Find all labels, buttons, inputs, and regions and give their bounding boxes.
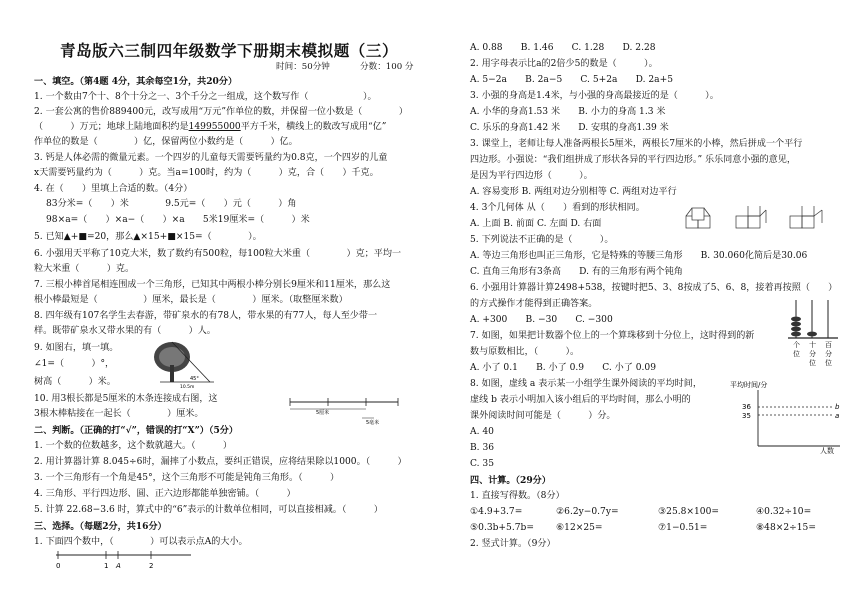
- fill-q8-line2: 样。既带矿泉水又带水果的有（ ）人。: [34, 326, 216, 336]
- calc-item-6: ⑥12×25=: [556, 523, 603, 533]
- tree-figure: [150, 340, 220, 390]
- choice-q3-options-ab: A. 小华的身高1.53 米 B. 小力的身高 1.3 米: [470, 107, 666, 117]
- choice-q1: 1. 下面四个数中，（ ）可以表示点A的大小。: [34, 537, 248, 547]
- fill-q4-row1: 83分米=（ ）米 9.5元=（ ）元（ ）角: [46, 199, 297, 209]
- choice-q3: 3. 小强的身高是1.4米，与小强的身高最接近的是（ ）。: [470, 91, 719, 101]
- angle-label: 45°: [190, 376, 199, 382]
- fill-q2-text-tail: 平方千米，横线上的数改写成用“亿”: [240, 122, 387, 132]
- choice-q4-line2: 四边形。小强说：“我们组拼成了形状各异的平行四边形。” 乐乐同意小强的意见，: [470, 155, 796, 165]
- calc-item-3: ③25.8×100=: [658, 507, 719, 517]
- solid-3: [790, 206, 822, 228]
- choice-q8-options: A. 小了 0.1 B. 小了 0.9 C. 小了 0.09: [470, 363, 657, 373]
- choice-q6: 5. 下列说法不正确的是（ ）。: [470, 235, 614, 245]
- choice-q9-option-b: B. 36: [470, 443, 495, 453]
- choice-q8-line1: 7. 如图，如果把计数器个位上的一个算珠移到十分位上，这时得到的新: [470, 331, 755, 341]
- choice-q7-options: A. +300 B. −30 C. −300: [470, 315, 613, 325]
- nl-label-2: 2: [149, 562, 154, 570]
- time-label: 时间：50分钟: [276, 62, 330, 72]
- choice-q4-options: A. 容易变形 B. 两组对边分别相等 C. 两组对边平行: [470, 187, 677, 197]
- choice-q8-line2: 数与原数相比，（ ）。: [470, 347, 580, 357]
- fill-q5: 5. 已知▲+■=20，那么▲×15+■×15=（ ）。: [34, 232, 262, 242]
- fill-q4: 4. 在（ ）里填上合适的数。（4分）: [34, 184, 193, 194]
- line-b-label: b: [835, 403, 840, 411]
- judge-q1: 1. 一个数的位数越多，这个数就越大。（ ）: [34, 441, 232, 451]
- page-title: 青岛版六三制四年级数学下册期末模拟题（三）: [60, 41, 399, 60]
- section-judge-title: 二、判断。（正确的打“√”，错误的打“X”）（5分）: [34, 425, 238, 436]
- x-axis-label: 人数: [820, 447, 834, 454]
- abacus-bead: [791, 327, 801, 332]
- fill-q6-line1: 6. 小强用天平称了10克大米，数了数约有500粒，每100粒大米重（ ）克；平均一: [34, 249, 402, 259]
- abacus-sub2-tenths: 位: [809, 359, 816, 367]
- abacus-bead: [791, 332, 801, 337]
- fill-q7-line2: 根小棒最短是（ ）厘米，最长是（ ）厘米。（取整厘米数）: [34, 295, 348, 305]
- abacus-figure: [788, 298, 848, 370]
- fill-q1: 1. 一个数由7个十、8个十分之一、3个千分之一组成，这个数写作（ ）。: [34, 92, 377, 102]
- calc-item-5: ⑤0.3b+5.7b=: [470, 523, 534, 533]
- fill-q4-row2: 98×a=（ ）×a−（ ）×a 5米19厘米=（ ）米: [46, 215, 310, 225]
- fill-q3-line1: 3. 钙是人体必需的微量元素。一个四岁的儿童每天需要钙量约为0.8克，一个四岁的儿童: [34, 153, 388, 163]
- fill-q7-line1: 7. 三根小棒首尾相连围成一个三角形，已知其中两根小棒分别长9厘米和11厘米，那么这: [34, 280, 391, 290]
- average-time-chart: [728, 378, 844, 454]
- choice-q9-line3: 课外阅读时间可能是（ ）分。: [470, 411, 616, 421]
- shadow-length-label: 10.5m: [180, 385, 195, 390]
- fill-q8-line1: 8. 四年级有107名学生去春游，带矿泉水的有78人，带水果的有77人，每人至少带一: [34, 311, 378, 321]
- calc-item-8: ⑧48×2÷15=: [756, 523, 816, 533]
- choice-q7-line1: 6. 小强用计算器计算2498+538，按键时把5、3、8按成了5、6、8，接着再按照（ ）: [470, 283, 838, 293]
- abacus-sub2-hundredths: 位: [825, 359, 832, 367]
- tree-trunk: [170, 365, 174, 382]
- abacus-sub-ones: 位: [793, 350, 800, 358]
- choice-q4-line3: 是因为平行四边形（ ）。: [470, 171, 593, 181]
- calc-item-2: ②6.2y−0.7y=: [556, 507, 619, 517]
- choice-q6-options-ab: A. 等边三角形也叫正三角形，它是特殊的等腰三角形 B. 30.060化简后是30.06: [470, 251, 808, 261]
- calc-item-7: ⑦1−0.51=: [658, 523, 708, 533]
- abacus-sub-tenths: 分: [809, 350, 816, 358]
- solid-1: [686, 208, 710, 228]
- choice-q9-option-a: A. 40: [470, 427, 494, 437]
- solid-2: [736, 206, 766, 228]
- nl-label-0: 0: [56, 562, 61, 570]
- segment-label-cm: 5厘米: [316, 410, 330, 416]
- calc-q1: 1. 直接写得数。（8分）: [470, 491, 565, 501]
- fill-q10-line1: 10. 用3根长都是5厘米的木条连接成右图，这: [34, 394, 218, 404]
- choice-q9-line2: 虚线 b 表示小明加入该小组后的平均时间，那么小明的: [470, 395, 691, 405]
- y-label-35: 35: [742, 412, 751, 420]
- fill-q9: 9. 如图右，填一填。: [34, 343, 119, 353]
- fill-q2-line3: 作单位的数是（ ）亿，保留两位小数约是（ ）亿。: [34, 137, 298, 147]
- section-fill-title: 一、填空。（第4题 4分，其余每空1分，共20分）: [34, 76, 238, 87]
- choice-q4-line1: 3. 课堂上，老师让每人准备两根长5厘米，两根长7厘米的小棒，然后拼成一个平行: [470, 139, 803, 149]
- chart-title: 平均时间/分: [730, 381, 768, 389]
- section-calc-title: 四、计算。（29分）: [470, 475, 551, 486]
- nl-label-a: A: [116, 562, 121, 570]
- fill-q6-line2: 粒大米重（ ）克。: [34, 264, 135, 274]
- abacus-bead: [807, 332, 817, 337]
- abacus-label-ones: 个: [793, 341, 800, 349]
- calc-item-4: ④0.32÷10=: [756, 507, 812, 517]
- judge-q2: 2. 用计算器计算 8.045÷6时，漏摔了小数点，要纠正错误，应将结果除以1000。（ ）: [34, 457, 407, 467]
- choice-q2: 2. 用字母表示比a的2倍少5的数是（ ）。: [470, 59, 658, 69]
- abacus-label-tenths: 十: [809, 341, 816, 349]
- abacus-bead: [791, 317, 801, 322]
- choice-q6-options-cd: C. 直角三角形有3条高 D. 有的三角形有两个钝角: [470, 267, 683, 277]
- choice-q5-options: A. 上面 B. 前面 C. 左面 D. 右面: [470, 219, 602, 229]
- segment-label-mm: 5毫米: [366, 420, 380, 426]
- choice-q2-options: A. 5−2a B. 2a−5 C. 5+2a D. 2a+5: [470, 75, 673, 85]
- fill-q2-line1: 2. 一套公寓的售价889400元，改写成用“万元”作单位的数，并保留一位小数是（ ）: [34, 107, 408, 117]
- judge-q5: 5. 计算 22.68−3.6 时，算式中的“6”表示的计数单位相同，可以直接相减。（ ）: [34, 505, 383, 515]
- number-line: [36, 549, 196, 573]
- stick-figure: [288, 392, 404, 426]
- y-label-36: 36: [742, 403, 751, 411]
- section-choice-title: 三、选择。（每题2分，共16分）: [34, 521, 167, 532]
- choice-q3-options-cd: C. 乐乐的身高1.42 米 D. 安琪的身高1.39 米: [470, 123, 669, 133]
- calc-q2: 2. 竖式计算。（9分）: [470, 539, 556, 549]
- abacus-bead: [791, 322, 801, 327]
- fill-q9-angle: ∠1=（ ）°，: [34, 359, 115, 369]
- judge-q4: 4. 三角形、平行四边形、圆、正六边形都能单独密铺。（ ）: [34, 489, 296, 499]
- fill-q3-line2: x天需要钙量约为（ ）克。当a=100时，约为（ ）克，合（ ）千克。: [34, 168, 379, 178]
- tree-crown-inner: [159, 347, 185, 367]
- line-a-label: a: [835, 412, 840, 420]
- fill-q10-line2: 3根木棒粘接在一起长（ ）厘米。: [34, 409, 204, 419]
- choice-q7-line2: 的方式操作才能得到正确答案。: [470, 299, 598, 309]
- geometric-solids-figure: [684, 206, 834, 234]
- score-label: 分数：100 分: [360, 62, 414, 72]
- choice-q1-options: A. 0.88 B. 1.46 C. 1.28 D. 2.28: [470, 43, 656, 53]
- choice-q5: 4. 3个几何体 从（ ）看到的形状相同。: [470, 203, 645, 213]
- abacus-sub-hundredths: 分: [825, 350, 832, 358]
- calc-item-1: ①4.9+3.7=: [470, 507, 523, 517]
- judge-q3: 3. 一个三角形有一个角是45°，这个三角形不可能是钝角三角形。（ ）: [34, 473, 340, 483]
- choice-q9-line1: 8. 如图，虚线 a 表示某一小组学生课外阅读的平均时间，: [470, 379, 702, 389]
- choice-q9-option-c: C. 35: [470, 459, 494, 469]
- land-area-number: 149955000: [188, 122, 241, 132]
- fill-q2-text: （ ）万元；地球上陆地面积约是: [34, 122, 189, 132]
- nl-label-1: 1: [104, 562, 109, 570]
- abacus-label-hundredths: 百: [825, 341, 832, 349]
- fill-q9-height: 树高（ ）米。: [34, 377, 116, 387]
- fill-q2-line2: [34, 122, 386, 133]
